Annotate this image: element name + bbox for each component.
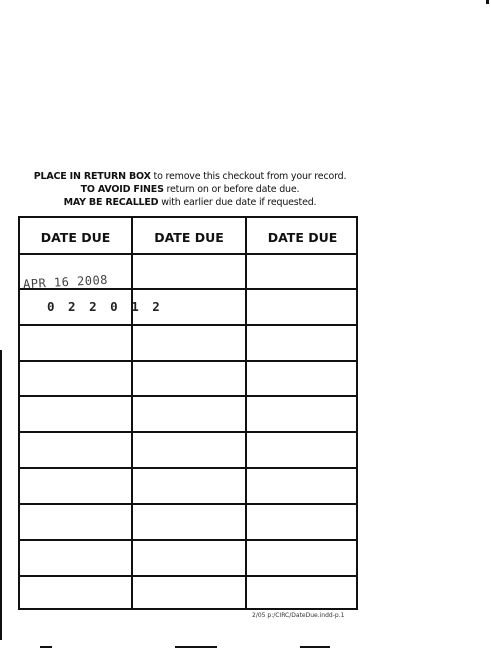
instruction-3-text: with earlier due date if requested. bbox=[158, 197, 317, 208]
row-divider bbox=[20, 395, 356, 397]
instruction-2-bold: TO AVOID FINES bbox=[80, 184, 164, 195]
row-divider bbox=[20, 575, 356, 577]
scan-artifact bbox=[300, 646, 330, 648]
row-divider bbox=[20, 539, 356, 541]
instruction-2-text: return on or before date due. bbox=[163, 184, 300, 195]
header-date-due-2: DATE DUE bbox=[154, 229, 224, 245]
row-divider bbox=[20, 324, 356, 326]
due-date-stamp-2: 0 2 2 0 1 2 bbox=[47, 299, 163, 314]
instruction-3-bold: MAY BE RECALLED bbox=[63, 197, 159, 208]
row-divider bbox=[20, 431, 356, 433]
instruction-1-text: to remove this checkout from your record. bbox=[150, 171, 347, 182]
form-code: 2/05 p:/CIRC/DateDue.indd-p.1 bbox=[252, 612, 345, 619]
header-date-due-1: DATE DUE bbox=[40, 229, 111, 245]
instruction-line-2 bbox=[12, 183, 368, 196]
date-due-table bbox=[18, 216, 358, 610]
scan-artifact bbox=[0, 350, 2, 640]
header-date-due-3: DATE DUE bbox=[267, 229, 338, 245]
column-divider bbox=[245, 218, 247, 608]
return-instructions bbox=[12, 170, 368, 209]
column-divider bbox=[131, 218, 133, 608]
due-date-stamp-1: APR 16 2008 bbox=[22, 272, 109, 292]
instruction-1-bold: PLACE IN RETURN BOX bbox=[33, 171, 151, 182]
row-divider bbox=[20, 503, 356, 505]
scan-artifact bbox=[175, 646, 217, 648]
scan-artifact bbox=[40, 646, 52, 648]
row-divider bbox=[20, 360, 356, 362]
instruction-line-3 bbox=[12, 196, 368, 209]
header-divider bbox=[20, 253, 356, 255]
row-divider bbox=[20, 467, 356, 469]
scan-artifact bbox=[486, 0, 489, 4]
instruction-line-1 bbox=[12, 170, 368, 183]
